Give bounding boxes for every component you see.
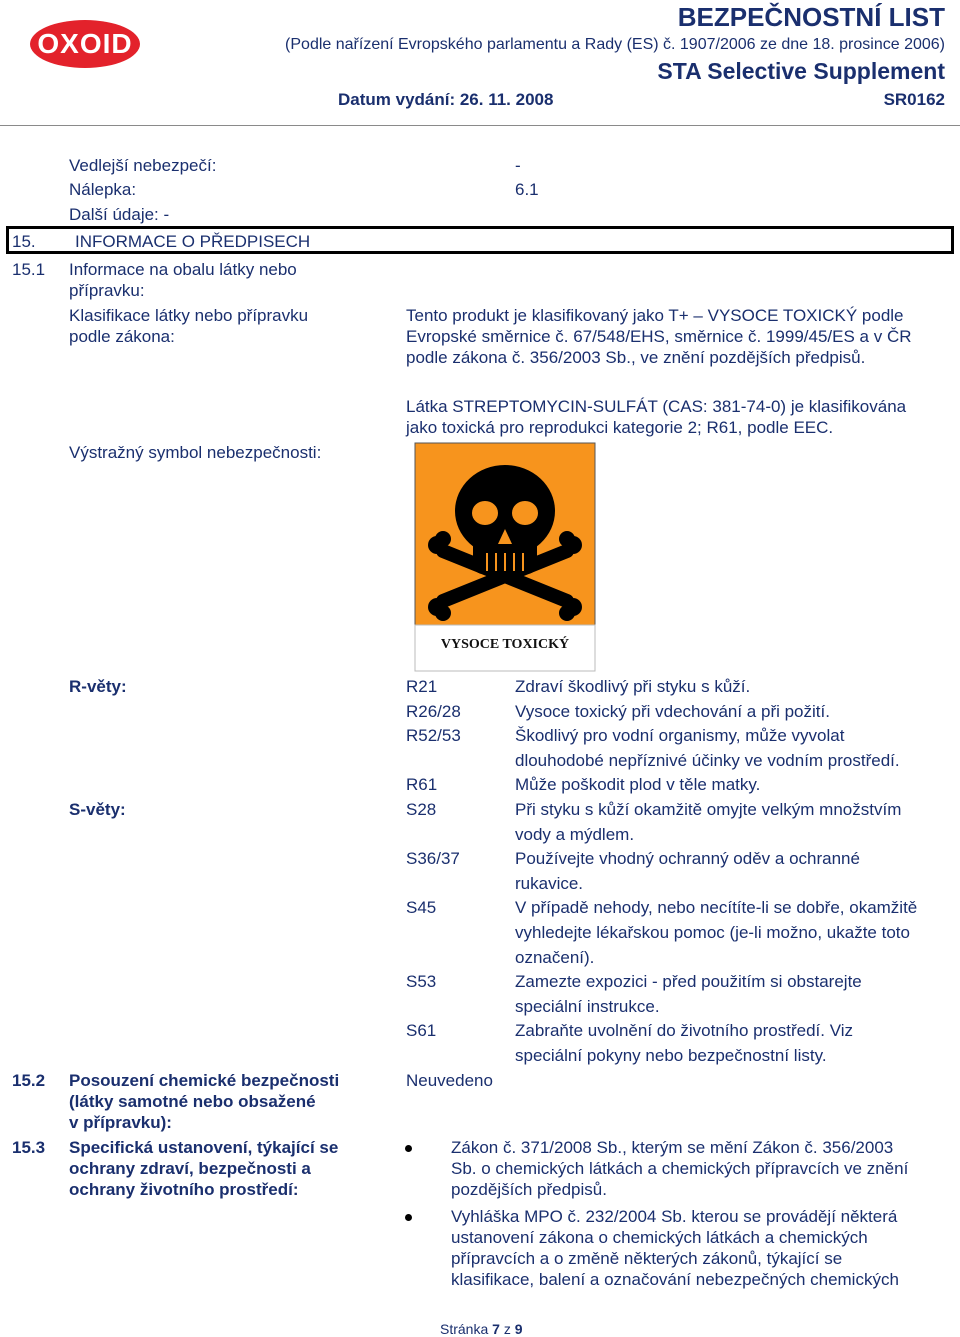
page-number: 7 — [492, 1321, 500, 1337]
hazard-symbol-caption: VYSOCE TOXICKÝ — [440, 637, 570, 652]
bullet-dot — [405, 1214, 412, 1221]
s-phrase-text: speciální instrukce. — [515, 996, 660, 1016]
document-title: BEZPEČNOSTNÍ LIST — [677, 2, 945, 32]
oxoid-logo — [30, 20, 140, 68]
s-phrase-code: S28 — [406, 800, 437, 819]
toxic-hazard-symbol — [413, 441, 597, 673]
s15-3-title-1: Specifická ustanovení, týkající se — [69, 1138, 339, 1157]
other-info-label: Další údaje: - — [69, 205, 170, 224]
s15-3-title-3: ochrany životního prostředí: — [69, 1180, 299, 1199]
regulation-bullet-text: Zákon č. 371/2008 Sb., kterým se mění Zákon č. 356/2003 — [451, 1138, 894, 1157]
r-phrase-text: Může poškodit plod v těle matky. — [515, 775, 761, 795]
s-phrase-code: S36/37 — [406, 849, 460, 869]
secondary-hazard-label: Vedlejší nebezpečí: — [69, 156, 217, 175]
s-phrase-text: Při styku s kůží okamžitě omyjte velkým množstvím — [515, 800, 902, 819]
regulation-bullet-text: klasifikace, balení a označování nebezpečných chemických — [451, 1270, 899, 1289]
s15-2-title-1: Posouzení chemické bezpečnosti — [69, 1071, 340, 1090]
regulation-bullet-text: ustanovení zákona o chemických látkách a chemických — [451, 1228, 868, 1247]
s-phrase-text: V případě nehody, nebo necítíte-li se dobře, okamžitě — [515, 898, 918, 918]
s-phrase-text: Zamezte expozici - před použitím si obstarejte — [515, 972, 862, 992]
s-phrase-text: speciální pokyny nebo bezpečnostní listy. — [515, 1046, 827, 1065]
classification-label-2: podle zákona: — [69, 327, 175, 346]
issue-date: Datum vydání: 26. 11. 2008 — [338, 90, 554, 109]
r-phrase-text: Škodlivý pro vodní organismy, může vyvolat — [515, 726, 845, 746]
s-phrase-text: vody a mýdlem. — [515, 824, 635, 844]
s-phrase-text: označení). — [515, 947, 595, 967]
regulation-bullet-text: Vyhláška MPO č. 232/2004 Sb. kterou se provádějí některá — [451, 1207, 898, 1226]
s15-3-title-2: ochrany zdraví, bezpečnosti a — [69, 1159, 311, 1178]
s15-3-number: 15.3 — [12, 1138, 46, 1157]
substance-text-2: jako toxická pro reprodukci kategorie 2; R61, podle EEC. — [406, 418, 834, 437]
page-total: 9 — [514, 1321, 523, 1337]
classification-text-3: podle zákona č. 356/2003 Sb., ve znění pozdějších předpisů. — [406, 348, 866, 367]
s15-2-title-3: v přípravku): — [69, 1113, 172, 1132]
r-phrase-text: Zdraví škodlivý při styku s kůží. — [515, 677, 751, 696]
header-divider — [0, 125, 960, 126]
bullet-dot — [405, 1145, 412, 1152]
hazard-symbol-label: Výstražný symbol nebezpečnosti: — [69, 443, 322, 462]
section-15-number: 15. — [12, 232, 36, 251]
r-phrase-code: R21 — [406, 677, 438, 696]
regulation-bullet-text: Sb. o chemických látkách a chemických přípravcích ve znění — [451, 1159, 909, 1178]
label-value: 6.1 — [515, 180, 539, 199]
classification-label-1: Klasifikace látky nebo přípravku — [69, 306, 309, 325]
page-separator: z — [503, 1321, 511, 1337]
s-phrase-text: Zabraňte uvolnění do životního prostředí. Viz — [515, 1021, 853, 1041]
regulation-bullet-text: přípravcích a o změně některých zákonů, týkající se — [451, 1249, 843, 1268]
r-phrase-text: Vysoce toxický při vdechování a při požití. — [515, 701, 830, 721]
page-prefix: Stránka — [440, 1321, 489, 1337]
s15-2-value: Neuvedeno — [406, 1071, 493, 1090]
s-phrases-label: S-věty: — [69, 800, 126, 819]
secondary-hazard-value: - — [515, 156, 521, 175]
s15-2-title-2: (látky samotné nebo obsažené — [69, 1092, 316, 1111]
s15-1-number: 15.1 — [12, 260, 46, 279]
r-phrases-label: R-věty: — [69, 677, 127, 696]
classification-text-2: Evropské směrnice č. 67/548/EHS, směrnice č. 1999/45/ES a v ČR — [406, 327, 912, 346]
s-phrase-text: Používejte vhodný ochranný oděv a ochranné — [515, 849, 860, 869]
s15-1-title-2: přípravku: — [69, 281, 145, 300]
s-phrase-code: S53 — [406, 972, 437, 992]
product-name: STA Selective Supplement — [657, 58, 945, 84]
s15-2-number: 15.2 — [12, 1071, 46, 1090]
r-phrase-code: R26/28 — [406, 701, 461, 721]
r-phrase-text: dlouhodobé nepříznivé účinky ve vodním prostředí. — [515, 750, 900, 770]
section-15-title: INFORMACE O PŘEDPISECH — [75, 232, 311, 251]
s-phrase-text: vyhledejte lékařskou pomoc (je-li možno, ukažte toto — [515, 923, 910, 942]
regulation-bullet-text: pozdějších předpisů. — [451, 1180, 607, 1199]
substance-text-1: Látka STREPTOMYCIN-SULFÁT (CAS: 381-74-0) je klasifikována — [406, 397, 907, 416]
logo-text: OXOID — [37, 28, 133, 59]
product-code: SR0162 — [883, 90, 945, 109]
classification-text-1: Tento produkt je klasifikovaný jako T+ – VYSOCE TOXICKÝ podle — [406, 306, 904, 325]
r-phrase-code: R61 — [406, 775, 438, 795]
s15-1-title-1: Informace na obalu látky nebo — [69, 260, 297, 279]
s-phrase-text: rukavice. — [515, 873, 584, 893]
label-label: Nálepka: — [69, 180, 137, 199]
regulation-line: (Podle nařízení Evropského parlamentu a Rady (ES) č. 1907/2006 ze dne 18. prosince 2006) — [285, 36, 945, 53]
r-phrase-code: R52/53 — [406, 726, 461, 746]
s-phrase-code: S61 — [406, 1021, 437, 1041]
s-phrase-code: S45 — [406, 898, 437, 918]
